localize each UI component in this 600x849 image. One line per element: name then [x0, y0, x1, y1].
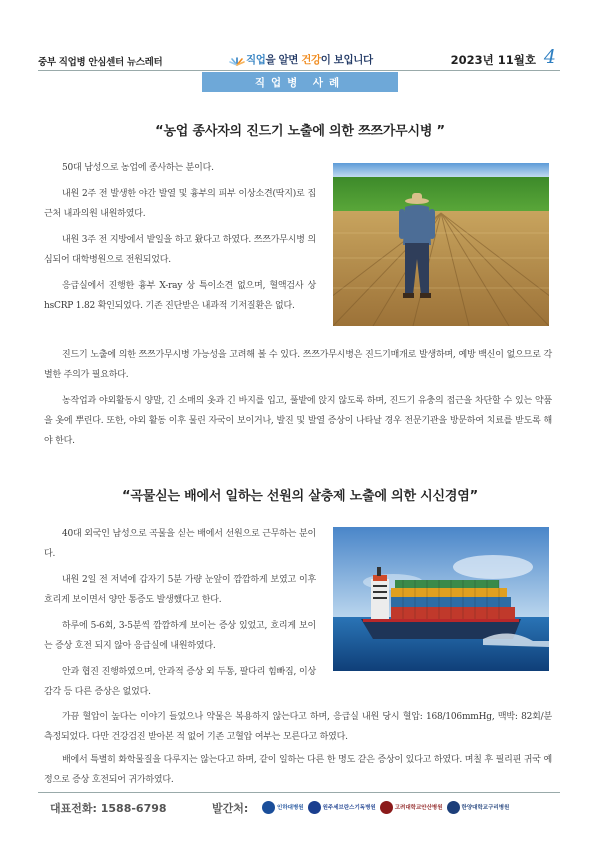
- cargo-ship-photo: [333, 527, 549, 671]
- hospital-seal-icon: [262, 801, 275, 814]
- slogan: [228, 48, 373, 70]
- issue-date: 2023년 11월호: [450, 53, 536, 67]
- case2-paragraph-6: 배에서 특별히 화학물질을 다루지는 않는다고 하며, 같이 일하는 다른 한 명도 같은 증상이 있다고 하였다. 며칠 후 필리핀 귀국 예정으로 증상 호전되어 귀가하였다.: [44, 755, 552, 785]
- publisher-logos: [262, 797, 562, 817]
- case1-paragraph-2: 내원 2주 전 발생한 야간 발열 및 흉부의 피부 이상소견(딱지)로 집 근처 내과의원 내원하였다.: [44, 189, 316, 219]
- footer-divider: [38, 792, 560, 793]
- case1-paragraph-4: 응급실에서 진행한 흉부 X-ray 상 특이소견 없으며, 혈액검사 상 hsCRP 1.82 확인되었다. 기존 진단받은 내과적 기저질환은 없다.: [44, 281, 316, 311]
- slogan-word-4: 이 보입니다: [320, 53, 373, 66]
- slogan-word-1: 직업: [246, 53, 266, 66]
- logo-korea-univ-ansan: 고려대학교안산병원: [380, 801, 443, 814]
- publisher-label: 발간처:: [212, 802, 249, 815]
- case1-paragraph-5: 진드기 노출에 의한 쯔쯔가무시병 가능성을 고려해 볼 수 있다. 쯔쯔가무시병은 진드기매개로 발생하며, 예방 백신이 없으므로 각별한 주의가 필요하다.: [44, 350, 552, 380]
- page-number: 4: [543, 46, 556, 68]
- case1-paragraph-1: 50대 남성으로 농업에 종사하는 분이다.: [62, 163, 214, 173]
- farmer-field-photo: [333, 163, 549, 326]
- case1-paragraph-3: 내원 3주 전 지방에서 밭일을 하고 왔다고 하였다. 쯔쯔가무시병 의심되어 대학병원으로 전원되었다.: [44, 235, 316, 265]
- logo-hanyang-guri: 한양대학교구리병원: [447, 801, 510, 814]
- case2-paragraph-1: 40대 외국인 남성으로 곡물을 싣는 배에서 선원으로 근무하는 분이다.: [44, 529, 316, 559]
- logo-inha-hospital: 인하대병원: [262, 801, 304, 814]
- case2-paragraph-2: 내원 2일 전 저녁에 갑자기 5분 가량 눈앞이 깜깜하게 보였고 이후 흐리게 보이면서 양안 통증도 발생했다고 한다.: [44, 575, 316, 605]
- newsletter-header: [38, 48, 560, 70]
- case1-paragraph-6: 농작업과 야외활동시 양말, 긴 소매의 옷과 긴 바지를 입고, 풀밭에 앉지 않도록 하며, 진드기 유충의 접근을 차단할 수 있는 약품을 옷에 뿌린다. 또한, 야외 활동 이후 물린 자국이 보이거나, 발진 및 발열 증상이 나타날 경우 전문기관을 방문하여 치료를 받도록 해야 한다.: [44, 396, 553, 446]
- case2-title: “곡물싣는 배에서 일하는 선원의 살충제 노출에 의한 시신경염”: [122, 489, 478, 504]
- sunburst-icon: [228, 51, 246, 67]
- hospital-seal-icon: [380, 801, 393, 814]
- header-divider: [38, 70, 560, 71]
- slogan-word-3: 건강: [301, 53, 321, 66]
- hospital-seal-icon: [308, 801, 321, 814]
- section-banner: 직업병 사례: [202, 72, 398, 92]
- case2-paragraph-4: 안과 협진 진행하였으며, 안과적 증상 외 두통, 팔다리 힘빠짐, 이상 감각 등 다른 증상은 없었다.: [44, 667, 316, 697]
- case2-paragraph-5: 가끔 혈압이 높다는 이야기 들었으나 약물은 복용하지 않는다고 하며, 응급실 내원 당시 혈압: 168/106mmHg, 맥박: 82회/분 측정되었다. 다만 건강검진 받아본 적 없어 기존 고혈압 여부는 모른다고 하였다.: [44, 712, 552, 742]
- hospital-seal-icon: [447, 801, 460, 814]
- representative-phone: 대표전화: 1588-6798: [50, 802, 167, 815]
- logo-wonju-severance: 원주세브란스기독병원: [308, 801, 376, 814]
- newsletter-name: 중부 직업병 안심센터 뉴스레터: [38, 57, 163, 68]
- case1-title: “농업 종사자의 진드기 노출에 의한 쯔쯔가무시병 ”: [155, 124, 445, 139]
- case2-paragraph-3: 하루에 5-6회, 3-5분씩 깜깜하게 보이는 증상 있었고, 흐리게 보이는 증상 호전 되지 않아 응급실에 내원하였다.: [44, 621, 316, 651]
- slogan-word-2: 을 알면: [265, 53, 302, 66]
